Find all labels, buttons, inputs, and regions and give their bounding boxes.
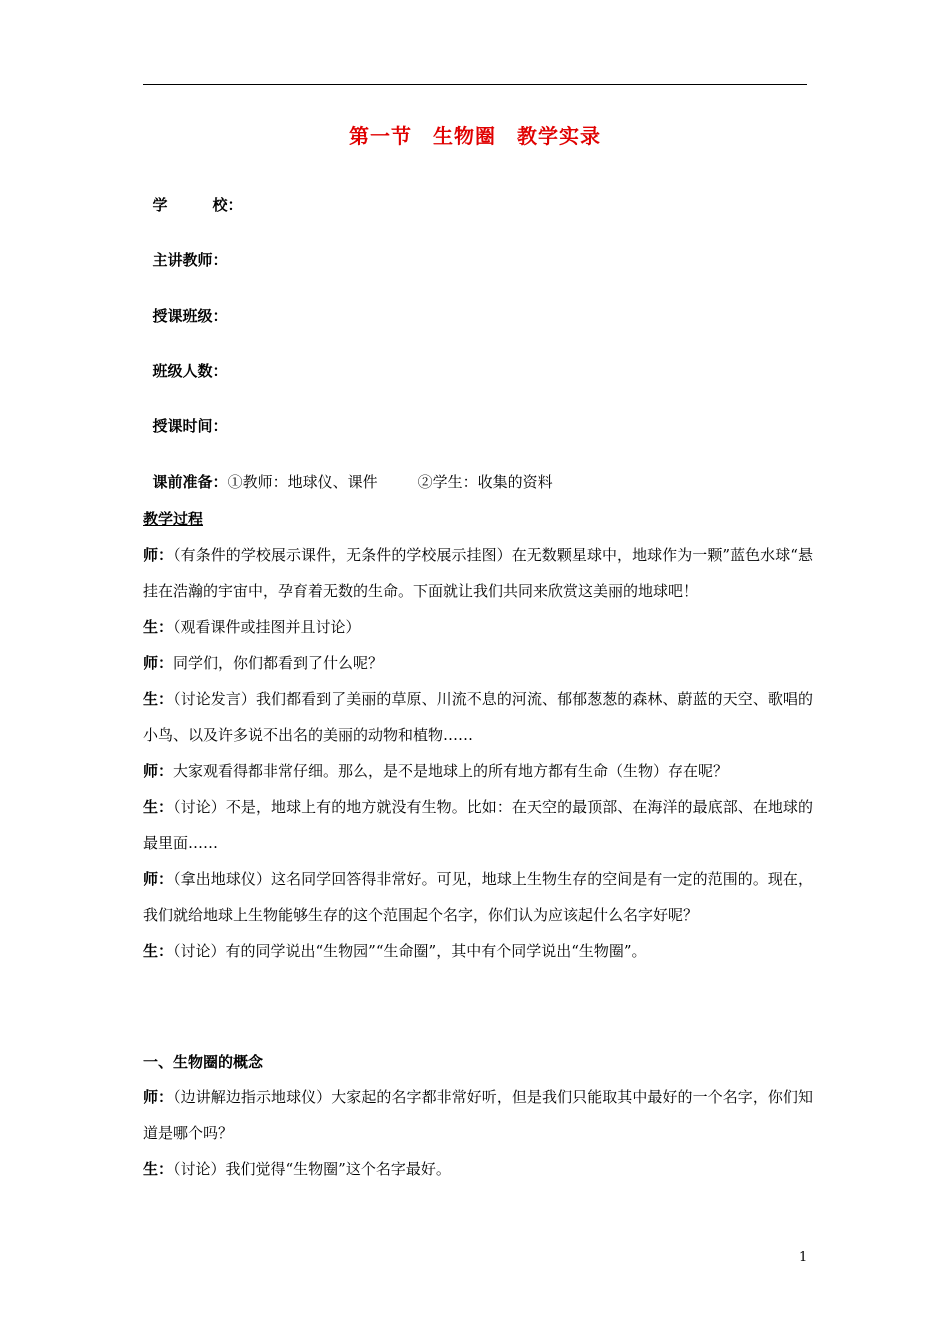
field-time bbox=[143, 397, 228, 436]
utterance: （讨论）不是，地球上有的地方就没有生物。比如：在天空的最顶部、在海洋的最底部、在地球的最里面…… bbox=[143, 798, 813, 852]
prep-teacher: ①教师：地球仪、课件 bbox=[227, 473, 378, 491]
page-title: 第一节 生物圈 教学实录 bbox=[349, 124, 601, 148]
section-heading-process: 教学过程 bbox=[143, 510, 204, 528]
utterance: （讨论）有的同学说出“生物园”“生命圈”，其中有个同学说出“生物圈”。 bbox=[173, 942, 647, 960]
field-preparation bbox=[143, 453, 553, 492]
utterance: （观看课件或挂图并且讨论） bbox=[173, 618, 361, 636]
speaker-label: 生： bbox=[143, 690, 174, 708]
speaker-label: 师： bbox=[143, 546, 174, 564]
utterance: （讨论）我们觉得“生物圈”这个名字最好。 bbox=[173, 1160, 451, 1178]
dialogue-line bbox=[143, 645, 813, 681]
field-label: 班级人数： bbox=[152, 362, 228, 380]
field-label: 主讲教师： bbox=[152, 251, 228, 269]
dialogue-line bbox=[143, 1079, 813, 1151]
utterance: （边讲解边指示地球仪）大家起的名字都非常好听，但是我们只能取其中最好的一个名字，你们知道是哪个吗？ bbox=[143, 1088, 813, 1142]
speaker-label: 生： bbox=[143, 1160, 174, 1178]
field-class-size bbox=[143, 342, 228, 381]
prep-student: ②学生：收集的资料 bbox=[417, 473, 553, 491]
field-label: 授课班级： bbox=[152, 307, 228, 325]
speaker-label: 师： bbox=[143, 762, 174, 780]
dialogue-line bbox=[143, 681, 813, 753]
dialogue-line bbox=[143, 861, 813, 933]
dialogue-line bbox=[143, 537, 813, 609]
dialogue-block bbox=[143, 537, 813, 969]
field-school bbox=[143, 176, 243, 215]
field-label: 学 校： bbox=[152, 196, 243, 214]
page-number: 1 bbox=[799, 1250, 808, 1265]
field-label: 授课时间： bbox=[152, 417, 228, 435]
dialogue-block-2 bbox=[143, 1079, 813, 1187]
field-teacher bbox=[143, 231, 228, 270]
utterance: 同学们，你们都看到了什么呢？ bbox=[173, 654, 384, 672]
utterance: （拿出地球仪）这名同学回答得非常好。可见，地球上生物生存的空间是有一定的范围的。现在，我们就给地球上生物能够生存的这个范围起个名字，你们认为应该起什么名字好呢？ bbox=[143, 870, 813, 924]
dialogue-line bbox=[143, 609, 813, 645]
section-heading-concept: 一、生物圈的概念 bbox=[143, 1053, 264, 1071]
field-label: 课前准备： bbox=[152, 473, 228, 491]
speaker-label: 生： bbox=[143, 798, 174, 816]
utterance: （有条件的学校展示课件，无条件的学校展示挂图）在无数颗星球中，地球作为一颗”蓝色水球“悬挂在浩瀚的宇宙中，孕育着无数的生命。下面就让我们共同来欣赏这美丽的地球吧！ bbox=[143, 546, 813, 600]
dialogue-line bbox=[143, 1151, 813, 1187]
utterance: 大家观看得都非常仔细。那么，是不是地球上的所有地方都有生命（生物）存在呢？ bbox=[173, 762, 729, 780]
dialogue-line bbox=[143, 933, 813, 969]
speaker-label: 师： bbox=[143, 654, 174, 672]
utterance: （讨论发言）我们都看到了美丽的草原、川流不息的河流、郁郁葱葱的森林、蔚蓝的天空、歌唱的小鸟、以及许多说不出名的美丽的动物和植物…… bbox=[143, 690, 813, 744]
speaker-label: 生： bbox=[143, 942, 174, 960]
speaker-label: 生： bbox=[143, 618, 174, 636]
dialogue-line bbox=[143, 789, 813, 861]
speaker-label: 师： bbox=[143, 1088, 174, 1106]
dialogue-line bbox=[143, 753, 813, 789]
field-class bbox=[143, 287, 228, 326]
header-rule bbox=[143, 84, 807, 85]
speaker-label: 师： bbox=[143, 870, 174, 888]
